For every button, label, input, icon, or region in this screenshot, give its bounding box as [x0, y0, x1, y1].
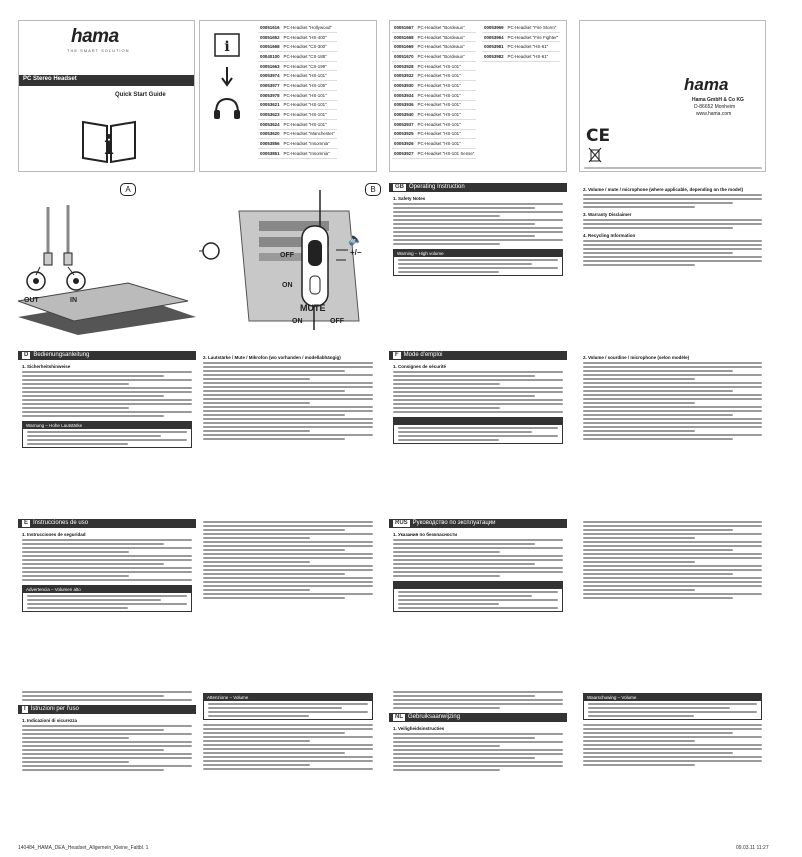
table-row: [392, 90, 476, 100]
warning-box-es: Advertencia – Volumen alto: [22, 585, 192, 612]
model-number: 00051668: [258, 42, 282, 52]
table-row: [258, 119, 337, 129]
table-row: [392, 61, 476, 71]
model-name: PC-Headset "HS-101": [416, 119, 477, 129]
ce-mark-icon: CE: [586, 126, 611, 146]
model-name: PC-Headset "HS-101 Sense": [416, 148, 477, 158]
model-number: 00051670: [392, 52, 416, 62]
table-row: [392, 148, 476, 158]
model-name: PC-Headset "Fire Storm": [506, 23, 561, 32]
model-name: PC-Headset "HS-61": [506, 52, 561, 62]
model-name: PC-Headset "CS-300": [282, 42, 337, 52]
company-name: Hama GmbH & Co KG: [692, 97, 744, 103]
volume-heading-en: 2. Volume / mute / microphone (where applicable, depending on the model): [583, 187, 743, 192]
table-row: [258, 32, 337, 42]
section-header-ru: RUS Руководство по эксплуатации: [389, 519, 567, 528]
model-number: 00053623: [258, 110, 282, 120]
model-panel-2: [389, 20, 567, 172]
table-row: [392, 42, 476, 52]
table-row: [258, 110, 337, 120]
model-name: PC-Headset "HS-101": [416, 110, 477, 120]
company-web: www.hama.com: [696, 111, 732, 117]
model-number: 00053928: [392, 61, 416, 71]
model-number: 00051668: [392, 32, 416, 42]
warning-box-en: Warning – High volume: [393, 249, 563, 276]
mic-on-label: ON: [282, 282, 293, 289]
model-name: PC-Headset "HS-61": [506, 42, 561, 52]
table-row: [392, 139, 476, 149]
model-number: 00053969: [482, 23, 506, 32]
section-header-it: I Istruzioni per l'uso: [18, 705, 196, 714]
de-panel-2: [199, 351, 377, 503]
model-panel: [199, 20, 377, 172]
brand-tagline: THE SMART SOLUTION: [67, 48, 130, 53]
model-name: PC-Headset "HS-105": [282, 81, 337, 91]
warning-box-nl: Waarschuwing – Volume: [583, 693, 762, 720]
info-book-icon: [79, 116, 139, 164]
model-name: PC-Headset "CS-199": [282, 61, 337, 71]
mute-label: MUTE: [300, 303, 326, 313]
model-number: 00051663: [258, 61, 282, 71]
section-header-es: E Instrucciones de uso: [18, 519, 196, 528]
ru-panel-2: [579, 519, 766, 671]
out-port-label: OUT: [24, 297, 39, 304]
table-row: [392, 100, 476, 110]
table-row: [258, 61, 337, 71]
table-row: [258, 148, 337, 158]
model-name: PC-Headset "Bordeaux": [416, 52, 477, 62]
section-header-gb: GB Operating Instruction: [389, 183, 567, 192]
model-number: 00053621: [258, 100, 282, 110]
safety-heading-nl: 1. Veiligheidsinstructies: [393, 726, 445, 731]
model-name: PC-Headset "HS-400": [282, 32, 337, 42]
footer-timestamp: 09.03.11 11:27: [736, 845, 769, 851]
safety-heading-es: 1. Instrucciones de seguridad: [22, 532, 86, 537]
model-number: 00053936: [392, 100, 416, 110]
ru-panel-1: [389, 519, 567, 671]
section-header-nl: NL Gebruiksaanwijzing: [389, 713, 567, 722]
model-name: PC-Headset "HS-101": [282, 71, 337, 81]
warning-box-fr: [393, 417, 563, 444]
model-number: 00051616: [258, 23, 282, 32]
model-number: 00053981: [482, 42, 506, 52]
model-name: PC-Headset "HS-101": [416, 129, 477, 139]
model-name: PC-Headset "HS-101": [416, 90, 477, 100]
company-address: D-86652 Monheim: [694, 104, 736, 110]
table-row: [392, 110, 476, 120]
model-name: PC-Headset "CS-188": [282, 52, 337, 62]
es-panel-1: [18, 519, 196, 671]
safety-heading-it: 1. Indicazioni di sicurezza: [22, 718, 78, 723]
warning-box-ru: [393, 581, 563, 612]
model-name: PC-Headset "Insomnia": [282, 139, 337, 149]
table-row: [258, 52, 337, 62]
table-row: [392, 119, 476, 129]
company-panel: [579, 20, 766, 172]
model-number: 00040100: [258, 52, 282, 62]
model-number: 00053978: [258, 90, 282, 100]
cover-panel: [18, 20, 195, 172]
footer-filename: 140484_HAMA_DEA_Headset_Allgemein_Kleine_Faltbl. 1: [18, 845, 149, 851]
table-row: [258, 23, 337, 32]
table-row: [392, 81, 476, 91]
safety-heading-ru: 1. Указания по безопасности: [393, 532, 457, 537]
recycling-heading-en: 4. Recycling Information: [583, 233, 636, 238]
model-name: PC-Headset "Insomnia": [282, 148, 337, 158]
model-name: PC-Headset "Bordeaux": [416, 32, 477, 42]
brand-logo: hama: [71, 26, 119, 47]
model-number: 00053620: [258, 129, 282, 139]
nl-panel-1: [389, 689, 567, 837]
model-name: PC-Headset "Fire Fighter": [506, 32, 561, 42]
figure-a-panel: [18, 183, 196, 335]
it-panel-2: [199, 689, 377, 837]
table-row: [482, 52, 560, 62]
model-number: 00053932: [392, 71, 416, 81]
table-row: [258, 42, 337, 52]
warranty-heading-en: 3. Warranty Disclaimer: [583, 212, 632, 217]
manual-info-icon: [212, 31, 242, 61]
table-row: [392, 71, 476, 81]
company-logo: hama: [684, 75, 729, 94]
volume-heading-de: 2. Lautstärke / Mute / Mikrofon (wo vorhanden / modellabhängig): [203, 355, 341, 360]
model-name: PC-Headset "HS-101": [282, 110, 337, 120]
table-row: [258, 71, 337, 81]
model-number: 00051667: [392, 23, 416, 32]
download-arrow-icon: [220, 65, 234, 89]
model-number: 00053977: [258, 81, 282, 91]
table-row: [392, 23, 476, 32]
model-name: PC-Headset "Hollywood": [282, 23, 337, 32]
model-table-right: [482, 23, 560, 62]
model-name: PC-Headset "HS-101": [416, 100, 477, 110]
model-table-left: [258, 23, 337, 159]
figure-a-label: A: [120, 183, 136, 196]
guide-title: Quick Start Guide: [115, 92, 166, 98]
table-row: [258, 139, 337, 149]
table-row: [482, 32, 560, 42]
model-table-mid: [392, 23, 476, 159]
laptop-illustration: [18, 197, 196, 335]
svg-text:i: i: [104, 131, 114, 161]
model-name: PC-Headset "Manchester": [282, 129, 337, 139]
model-name: PC-Headset "HS-101": [416, 71, 477, 81]
model-number: 00053940: [392, 110, 416, 120]
warning-box-it: Attenzione – Volume: [203, 693, 373, 720]
es-panel-2: [199, 519, 377, 671]
safety-heading-de: 1. Sicherheitshinweise: [22, 364, 71, 369]
model-number: 00053982: [482, 52, 506, 62]
volume-label: +/−: [350, 248, 362, 257]
mic-off-label: OFF: [280, 252, 294, 259]
weee-bin-icon: [588, 147, 602, 163]
table-row: [392, 129, 476, 139]
model-number: 00053925: [392, 129, 416, 139]
de-panel-1: [18, 351, 196, 503]
gb-panel-1: [389, 183, 567, 335]
model-name: PC-Headset "HS-101": [416, 81, 477, 91]
table-row: [392, 32, 476, 42]
mute-on-label: ON: [292, 318, 303, 325]
headphones-icon: [212, 95, 242, 121]
speaker-icon: 🔈: [348, 232, 363, 246]
it-panel-1: [18, 689, 196, 837]
section-header-fr: F Mode d'emploi: [389, 351, 567, 360]
table-row: [482, 23, 560, 32]
model-number: 00051652: [258, 32, 282, 42]
in-port-label: IN: [70, 297, 77, 304]
product-title: PC Stereo Headset: [23, 76, 77, 82]
model-number: 00051669: [392, 42, 416, 52]
model-number: 00053926: [392, 139, 416, 149]
model-number: 00053927: [392, 148, 416, 158]
table-row: [258, 100, 337, 110]
svg-text:i: i: [224, 39, 230, 55]
model-name: PC-Headset "Bordeaux": [416, 42, 477, 52]
model-number: 00053934: [392, 90, 416, 100]
model-number: 00053624: [258, 119, 282, 129]
model-number: 00053856: [258, 139, 282, 149]
volume-heading-fr: 2. Volume / sourdine / microphone (selon modèle): [583, 355, 690, 360]
model-number: 00053930: [392, 81, 416, 91]
model-name: PC-Headset "HS-101": [416, 139, 477, 149]
model-name: PC-Headset "Bordeaux": [416, 23, 477, 32]
safety-heading-fr: 1. Consignes de sécurité: [393, 364, 447, 369]
mute-off-label: OFF: [330, 318, 344, 325]
fr-panel-2: [579, 351, 766, 503]
model-number: 00053937: [392, 119, 416, 129]
model-name: PC-Headset "HS-101": [282, 100, 337, 110]
model-number: 00053851: [258, 148, 282, 158]
safety-heading-en: 1. Safety Notes: [393, 196, 426, 201]
nl-panel-2: [579, 689, 766, 837]
table-row: [258, 81, 337, 91]
model-name: PC-Headset "HS-101": [282, 90, 337, 100]
warning-box-de: Warnung – Hohe Lautstärke: [22, 421, 192, 448]
model-number: 00053964: [482, 32, 506, 42]
table-row: [482, 42, 560, 52]
table-row: [258, 129, 337, 139]
gb-panel-2: [579, 183, 766, 335]
table-row: [258, 90, 337, 100]
model-name: PC-Headset "HS-101": [282, 119, 337, 129]
section-header-de: D Bedienungsanleitung: [18, 351, 196, 360]
model-number: 00053974: [258, 71, 282, 81]
model-name: PC-Headset "HS-101": [416, 61, 477, 71]
table-row: [392, 52, 476, 62]
figure-b-label: B: [365, 183, 381, 196]
fr-panel-1: [389, 351, 567, 503]
